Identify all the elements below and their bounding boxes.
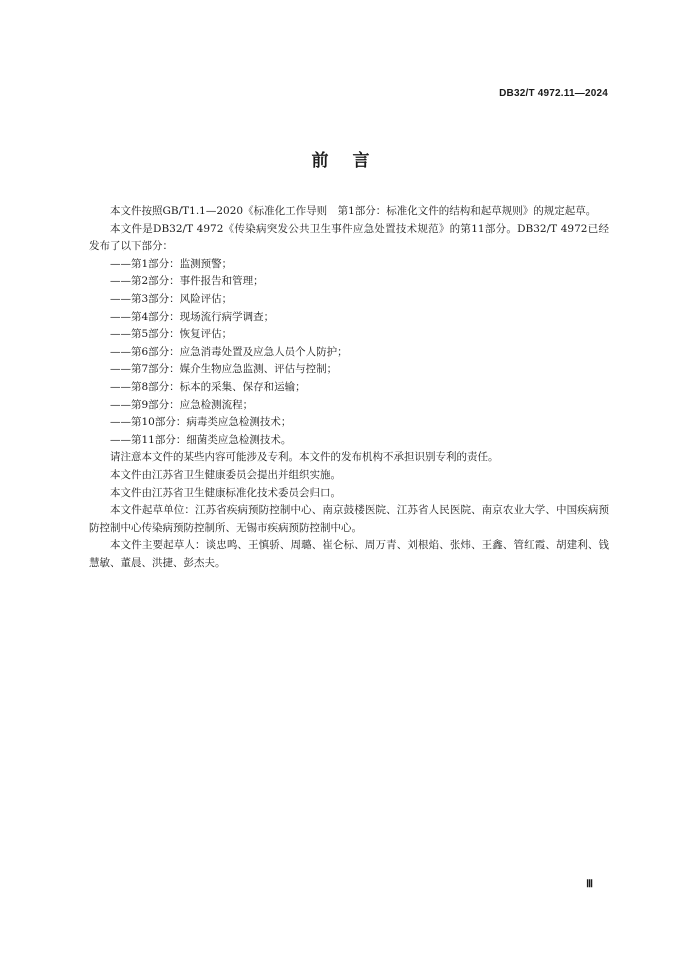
list-item: ——第4部分：现场流行病学调查； — [110, 310, 275, 323]
list-item: ——第7部分：媒介生物应急监测、评估与控制； — [110, 363, 338, 376]
list-item: ——第5部分：恢复评估； — [110, 328, 233, 341]
paragraph-proposer: 本文件由江苏省卫生健康委员会提出并组织实施。 — [110, 468, 341, 481]
list-item: ——第2部分：事件报告和管理； — [110, 275, 264, 288]
list-item: ——第9部分：应急检测流程； — [110, 398, 254, 411]
paragraph-patent-notice: 请注意本文件的某些内容可能涉及专利。本文件的发布机构不承担识别专利的责任。 — [110, 451, 499, 464]
title-char-1: 前 — [311, 151, 329, 171]
paragraph-drafting-units: 本文件起草单位：江苏省疾病预防控制中心、南京鼓楼医院、江苏省人民医院、南京农业大学、中国疾病预防控制中心传染病预防控制所、无锡市疾病预防控制中心。 — [89, 504, 609, 534]
document-number: DB32/T 4972.11—2024 — [499, 88, 608, 99]
paragraph-series-intro: 本文件是DB32/T 4972《传染病突发公共卫生事件应急处置技术规范》的第11部分。DB32/T 4972已经发布了以下部分： — [89, 222, 609, 253]
list-item: ——第8部分：标本的采集、保存和运输； — [110, 380, 306, 393]
section-title — [0, 146, 681, 171]
page-number: Ⅲ — [586, 879, 593, 890]
list-item: ——第1部分：监测预警； — [110, 257, 233, 270]
list-item: ——第10部分：病毒类应急检测技术； — [110, 416, 292, 429]
list-item: ——第11部分：细菌类应急检测技术。 — [110, 433, 292, 446]
paragraph-drafters: 本文件主要起草人：谈忠鸣、王慎骄、周璐、崔仑标、周万青、刘根焰、张炜、王鑫、管红霞、胡建利、钱慧敏、董晨、洪捷、彭杰夫。 — [89, 539, 609, 569]
list-item: ——第3部分：风险评估； — [110, 292, 233, 305]
title-char-2: 言 — [352, 151, 370, 171]
foreword-body — [89, 203, 609, 572]
paragraph-responsible-committee: 本文件由江苏省卫生健康标准化技术委员会归口。 — [110, 486, 341, 499]
list-item: ——第6部分：应急消毒处置及应急人员个人防护； — [110, 345, 348, 358]
paragraph-drafting-basis: 本文件按照GB/T1.1—2020《标准化工作导则 第1部分：标准化文件的结构和起草规则》的规定起草。 — [110, 205, 597, 217]
